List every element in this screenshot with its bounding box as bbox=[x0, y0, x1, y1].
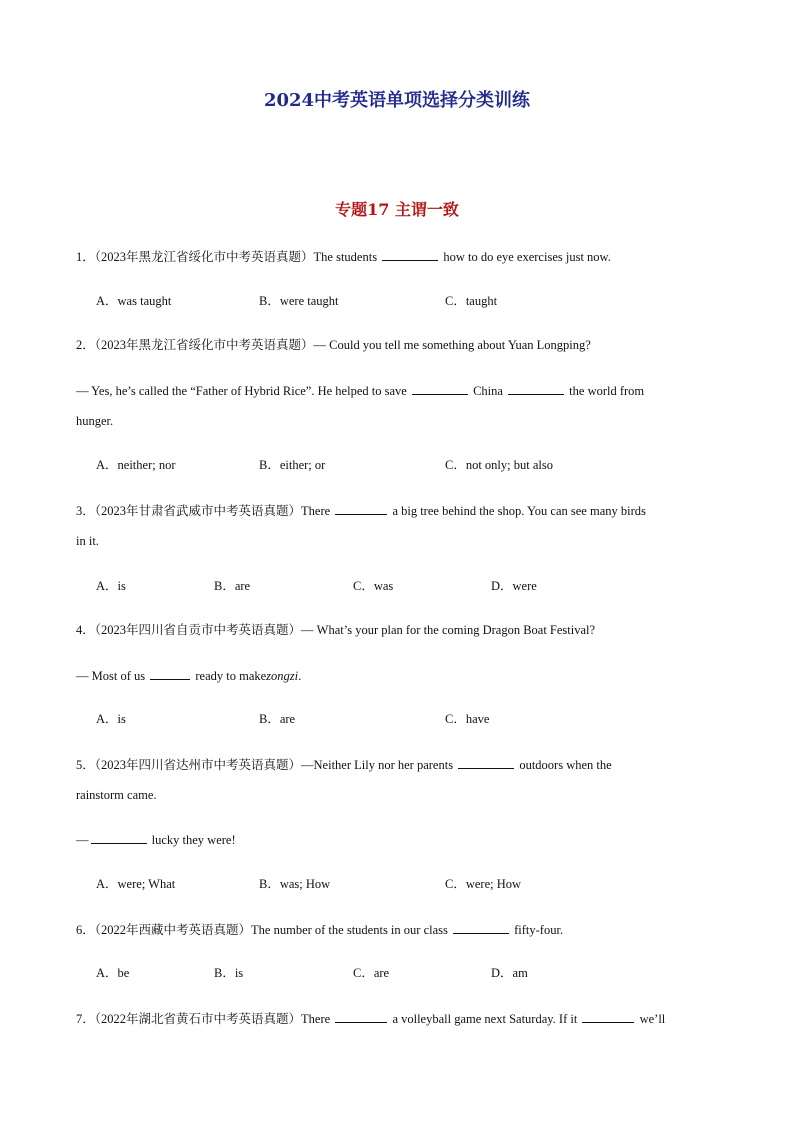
question-4 bbox=[76, 622, 595, 638]
page-title: 2024中考英语单项选择分类训练 bbox=[263, 90, 531, 111]
question-text: There bbox=[301, 504, 331, 518]
option-c[interactable]: C．not only; but also bbox=[445, 458, 553, 472]
question-source: （2023年四川省达州市中考英语真题） bbox=[94, 758, 302, 772]
question-number: 3． bbox=[76, 504, 95, 518]
option-c[interactable]: C．are bbox=[353, 966, 390, 980]
question-2 bbox=[76, 337, 591, 353]
answer-blank[interactable] bbox=[453, 921, 509, 934]
question-text: lucky they were! bbox=[151, 833, 236, 847]
answer-blank[interactable] bbox=[458, 756, 514, 769]
option-a[interactable]: A．neither; nor bbox=[96, 458, 176, 472]
question-text: There bbox=[301, 1012, 331, 1026]
question-7 bbox=[76, 1010, 665, 1027]
option-a[interactable]: A．is bbox=[96, 712, 126, 726]
question-source: （2022年西藏中考英语真题） bbox=[94, 923, 252, 937]
question-text: — Could you tell me something about Yuan Longping? bbox=[313, 338, 591, 352]
option-c[interactable]: C．were; How bbox=[445, 877, 522, 891]
option-b[interactable]: B．is bbox=[214, 966, 244, 980]
question-source: （2023年甘肃省武威市中考英语真题） bbox=[94, 504, 302, 518]
answer-blank[interactable] bbox=[412, 382, 468, 395]
option-b[interactable]: B．were taught bbox=[259, 294, 339, 308]
question-text: we’ll bbox=[639, 1012, 666, 1026]
question-5-line-3 bbox=[76, 831, 236, 848]
option-a[interactable]: A．were; What bbox=[96, 877, 176, 891]
answer-blank[interactable] bbox=[335, 1010, 387, 1023]
option-a[interactable]: A．be bbox=[96, 966, 130, 980]
question-text: The students bbox=[313, 250, 378, 264]
question-text-italic: zongzi bbox=[266, 669, 299, 683]
question-text: outdoors when the bbox=[519, 758, 612, 772]
question-3 bbox=[76, 502, 646, 519]
question-text: fifty-four. bbox=[514, 923, 564, 937]
question-number: 4． bbox=[76, 623, 95, 637]
option-d[interactable]: D．am bbox=[491, 966, 528, 980]
answer-blank[interactable] bbox=[150, 667, 190, 680]
question-3-line-2: in it. bbox=[76, 534, 99, 548]
question-6 bbox=[76, 921, 563, 938]
question-source: （2023年四川省自贡市中考英语真题） bbox=[94, 623, 302, 637]
answer-blank[interactable] bbox=[91, 831, 147, 844]
answer-blank[interactable] bbox=[382, 248, 438, 261]
page-subtitle: 专题17 主谓一致 bbox=[335, 200, 459, 219]
option-b[interactable]: B．are bbox=[214, 579, 251, 593]
question-text: — What’s your plan for the coming Dragon Boat Festival? bbox=[301, 623, 596, 637]
answer-blank[interactable] bbox=[582, 1010, 634, 1023]
option-c[interactable]: C．taught bbox=[445, 294, 498, 308]
question-1 bbox=[76, 248, 611, 265]
question-text: . bbox=[298, 669, 302, 683]
question-number: 5． bbox=[76, 758, 95, 772]
question-text: The number of the students in our class bbox=[251, 923, 448, 937]
question-text: China bbox=[473, 384, 503, 398]
question-5 bbox=[76, 756, 612, 773]
question-text: — Yes, he’s called the “Father of Hybrid Rice”. He helped to save bbox=[76, 384, 407, 398]
option-b[interactable]: B．was; How bbox=[259, 877, 331, 891]
option-b[interactable]: B．either; or bbox=[259, 458, 326, 472]
question-text: a volleyball game next Saturday. If it bbox=[392, 1012, 578, 1026]
option-a[interactable]: A．was taught bbox=[96, 294, 172, 308]
question-number: 6． bbox=[76, 923, 95, 937]
question-text: the world from bbox=[569, 384, 645, 398]
answer-blank[interactable] bbox=[508, 382, 564, 395]
option-b[interactable]: B．are bbox=[259, 712, 296, 726]
question-number: 1． bbox=[76, 250, 95, 264]
question-text: a big tree behind the shop. You can see many birds bbox=[392, 504, 646, 518]
question-text: — bbox=[76, 833, 89, 847]
option-c[interactable]: C．was bbox=[353, 579, 394, 593]
question-text: ready to make bbox=[195, 669, 267, 683]
question-number: 7． bbox=[76, 1012, 95, 1026]
question-source: （2023年黑龙江省绥化市中考英语真题） bbox=[94, 250, 314, 264]
question-text: —Neither Lily nor her parents bbox=[301, 758, 454, 772]
question-number: 2． bbox=[76, 338, 95, 352]
question-text: how to do eye exercises just now. bbox=[443, 250, 611, 264]
question-4-line-2 bbox=[76, 667, 301, 684]
question-text: — Most of us bbox=[76, 669, 146, 683]
option-a[interactable]: A．is bbox=[96, 579, 126, 593]
question-source: （2023年黑龙江省绥化市中考英语真题） bbox=[94, 338, 314, 352]
question-2-line-2 bbox=[76, 382, 644, 399]
answer-blank[interactable] bbox=[335, 502, 387, 515]
question-5-line-2: rainstorm came. bbox=[76, 788, 157, 802]
option-d[interactable]: D．were bbox=[491, 579, 537, 593]
question-2-line-3: hunger. bbox=[76, 414, 114, 428]
option-c[interactable]: C．have bbox=[445, 712, 490, 726]
question-source: （2022年湖北省黄石市中考英语真题） bbox=[94, 1012, 302, 1026]
